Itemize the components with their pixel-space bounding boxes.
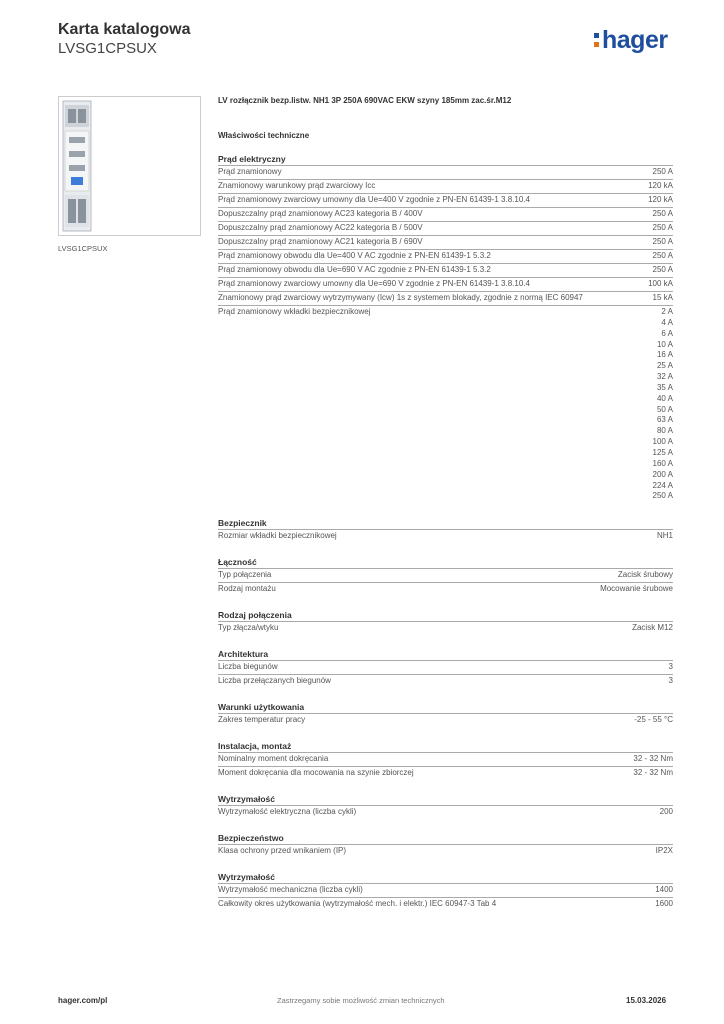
property-value: 3 <box>668 676 673 686</box>
product-image <box>58 96 201 236</box>
properties-heading: Właściwości techniczne <box>218 131 310 140</box>
property-row <box>218 660 673 674</box>
property-value: 15 kA <box>652 293 673 302</box>
property-row <box>218 568 673 582</box>
section-heading: Instalacja, montaż <box>218 741 292 752</box>
footer-website: hager.com/pl <box>58 996 108 1005</box>
property-value: 250 A <box>652 237 673 246</box>
property-label: Prąd znamionowy obwodu dla Ue=400 V AC zgodnie z PN-EN 61439-1 5.3.2 <box>218 251 491 260</box>
property-label: Zakres temperatur pracy <box>218 715 306 725</box>
property-value: 32 - 32 Nm <box>633 754 673 764</box>
property-value: 50 A <box>656 404 673 414</box>
property-label: Rodzaj montażu <box>218 584 276 594</box>
property-value: 250 A <box>652 265 673 274</box>
product-code: LVSG1CPSUX <box>58 40 157 57</box>
property-value: 160 A <box>652 458 673 468</box>
property-label: Dopuszczalny prąd znamionowy AC21 kategoria B / 690V <box>218 237 423 246</box>
property-value: 250 A <box>652 223 673 232</box>
property-row <box>218 897 673 911</box>
section-heading: Wytrzymałość <box>218 872 276 883</box>
property-value: 250 A <box>652 251 673 260</box>
property-row <box>218 221 673 235</box>
property-value: 40 A <box>656 393 673 403</box>
property-row <box>218 674 673 688</box>
property-row <box>218 305 673 504</box>
property-value: 16 A <box>656 350 673 360</box>
property-value: 100 A <box>652 437 673 447</box>
property-value: NH1 <box>656 531 673 541</box>
property-value: 4 A <box>661 317 673 327</box>
property-label: Klasa ochrony przed wnikaniem (IP) <box>218 846 347 856</box>
image-caption: LVSG1CPSUX <box>58 244 108 253</box>
property-value: 80 A <box>656 426 673 436</box>
property-row <box>218 249 673 263</box>
property-row <box>218 805 673 819</box>
property-values <box>653 307 673 502</box>
section-heading: Prąd elektryczny <box>218 154 286 164</box>
property-value: 1600 <box>655 899 673 909</box>
property-value: 200 A <box>652 469 673 479</box>
section-heading: Rodzaj połączenia <box>218 610 292 621</box>
section-heading: Bezpieczeństwo <box>218 833 284 844</box>
property-label: Liczba przełączanych biegunów <box>218 676 331 686</box>
property-label: Moment dokręcania dla mocowania na szynie zbiorczej <box>218 768 414 778</box>
property-label: Liczba biegunów <box>218 662 278 672</box>
property-value: 63 A <box>656 415 673 425</box>
property-value: 250 A <box>652 209 673 218</box>
property-label: Dopuszczalny prąd znamionowy AC23 kategoria B / 400V <box>218 209 423 218</box>
footer-notice: Zastrzegamy sobie możliwość zmian technicznych <box>277 996 445 1005</box>
property-label: Znamionowy prąd zwarciowy wytrzymywany (Icw) 1s z systemem blokady, zgodnie z normą IEC 60947 <box>218 293 583 302</box>
property-value: 120 kA <box>648 181 673 190</box>
property-value: 35 A <box>656 382 673 392</box>
property-row <box>218 752 673 766</box>
hager-logo: hager <box>594 28 668 53</box>
property-value: 100 kA <box>648 279 673 288</box>
property-value: 120 kA <box>648 195 673 204</box>
property-value: IP2X <box>655 846 673 856</box>
property-value: 32 - 32 Nm <box>633 768 673 778</box>
fuse-switch-disconnector-image <box>59 97 200 235</box>
property-label: Nominalny moment dokręcania <box>218 754 329 764</box>
logo-dots-icon <box>594 33 600 51</box>
property-row <box>218 263 673 277</box>
property-label: Znamionowy warunkowy prąd zwarciowy Icc <box>218 181 376 190</box>
property-label: Prąd znamionowy zwarciowy umowny dla Ue=400 V zgodnie z PN-EN 61439-1 3.8.10.4 <box>218 195 530 204</box>
property-label: Wytrzymałość mechaniczna (liczba cykli) <box>218 885 363 895</box>
section-heading: Łączność <box>218 557 257 568</box>
property-row <box>218 621 673 635</box>
property-row <box>218 235 673 249</box>
property-value: 1400 <box>655 885 673 895</box>
property-label: Rozmiar wkładki bezpiecznikowej <box>218 531 337 541</box>
property-row <box>218 277 673 291</box>
property-value: 32 A <box>656 372 673 382</box>
property-value: Zacisk M12 <box>632 623 673 633</box>
property-value: 250 A <box>652 167 673 176</box>
property-row <box>218 529 673 543</box>
property-label: Prąd znamionowy obwodu dla Ue=690 V AC zgodnie z PN-EN 61439-1 5.3.2 <box>218 265 491 274</box>
property-value: 10 A <box>656 339 673 349</box>
footer-date: 15.03.2026 <box>626 996 667 1005</box>
section-heading: Bezpiecznik <box>218 518 267 529</box>
property-label: Wytrzymałość elektryczna (liczba cykli) <box>218 807 357 817</box>
property-label: Prąd znamionowy wkładki bezpiecznikowej <box>218 307 371 316</box>
property-row <box>218 207 673 221</box>
section-heading: Warunki użytkowania <box>218 702 305 713</box>
property-value: Mocowanie śrubowe <box>600 584 673 594</box>
property-label: Prąd znamionowy <box>218 167 282 176</box>
property-value: 125 A <box>652 447 673 457</box>
property-row <box>218 291 673 305</box>
property-row <box>218 582 673 596</box>
property-value: 250 A <box>652 491 673 501</box>
technical-properties <box>218 153 673 911</box>
section-heading: Architektura <box>218 649 269 660</box>
property-value: 25 A <box>656 361 673 371</box>
product-title: LV rozłącznik bezp.listw. NH1 3P 250A 690VAC EKW szyny 185mm zac.śr.M12 <box>218 96 512 105</box>
property-row <box>218 713 673 727</box>
property-row <box>218 165 673 179</box>
property-label: Typ złącza/wtyku <box>218 623 279 633</box>
property-label: Dopuszczalny prąd znamionowy AC22 kategoria B / 500V <box>218 223 423 232</box>
property-row <box>218 844 673 858</box>
property-value: Zacisk śrubowy <box>617 570 673 580</box>
property-row <box>218 179 673 193</box>
property-value: 3 <box>668 662 673 672</box>
section-heading: Wytrzymałość <box>218 794 276 805</box>
property-row <box>218 766 673 780</box>
property-value: 6 A <box>661 328 673 338</box>
property-value: 200 <box>659 807 673 817</box>
property-value: -25 - 55 °C <box>634 715 673 725</box>
property-value: 224 A <box>652 480 673 490</box>
property-label: Prąd znamionowy zwarciowy umowny dla Ue=690 V zgodnie z PN-EN 61439-1 3.8.10.4 <box>218 279 530 288</box>
property-label: Typ połączenia <box>218 570 272 580</box>
property-row <box>218 883 673 897</box>
property-value: 2 A <box>661 307 673 316</box>
property-label: Całkowity okres użytkowania (wytrzymałość mech. i elektr.) IEC 60947-3 Tab 4 <box>218 899 497 909</box>
page-title: Karta katalogowa <box>58 21 191 38</box>
property-row <box>218 193 673 207</box>
